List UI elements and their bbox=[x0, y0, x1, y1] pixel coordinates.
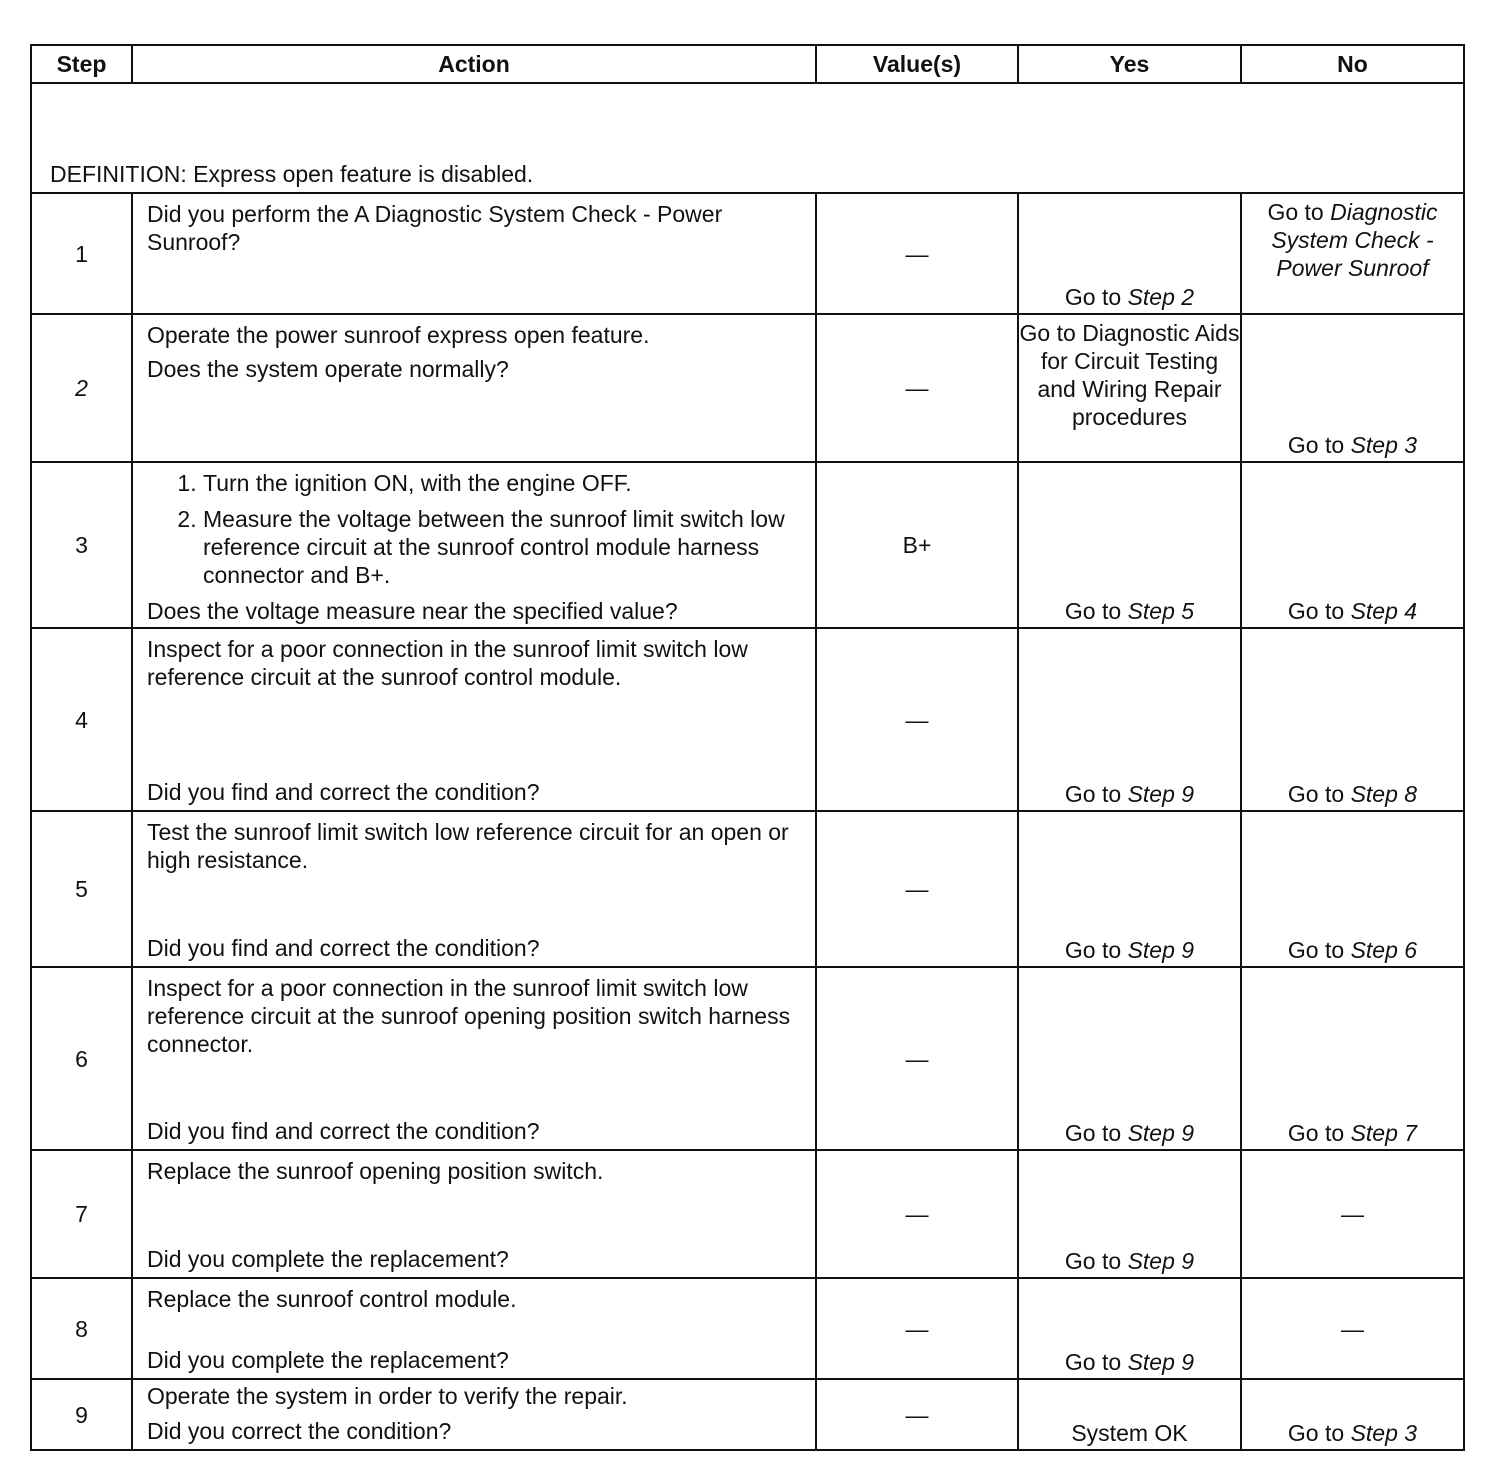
action-text: Replace the sunroof control module. bbox=[147, 1286, 517, 1312]
yes-cell bbox=[1018, 193, 1241, 314]
table-row bbox=[31, 811, 1464, 967]
action-text: Inspect for a poor connection in the sunroof limit switch low reference circuit at the sunroof control module. bbox=[147, 636, 748, 690]
action-text: Inspect for a poor connection in the sunroof limit switch low reference circuit at the sunroof opening position switch harness connector. bbox=[147, 975, 791, 1057]
no-cell bbox=[1241, 967, 1464, 1150]
action-text: Operate the power sunroof express open feature. bbox=[147, 322, 650, 348]
no-prefix: Go to bbox=[1287, 781, 1351, 807]
step-number: 4 bbox=[31, 628, 132, 811]
diagnostic-table bbox=[30, 44, 1465, 1451]
table-row bbox=[31, 967, 1464, 1150]
yes-cell: Go to Diagnostic Aids for Circuit Testing and Wiring Repair procedures bbox=[1018, 314, 1241, 462]
no-ref: Step 8 bbox=[1350, 781, 1418, 807]
definition-row bbox=[31, 83, 1464, 193]
yes-cell bbox=[1018, 462, 1241, 628]
value-cell: — bbox=[816, 193, 1018, 314]
header-action: Action bbox=[132, 45, 816, 83]
step-number: 8 bbox=[31, 1278, 132, 1379]
yes-cell bbox=[1018, 1150, 1241, 1278]
no-cell bbox=[1241, 314, 1464, 462]
header-no: No bbox=[1241, 45, 1464, 83]
action-question: Did you correct the condition? bbox=[147, 1418, 452, 1444]
no-ref: Diagnostic System Check - Power Sunroof bbox=[1271, 199, 1438, 281]
action-cell bbox=[132, 811, 816, 967]
step-number: 9 bbox=[31, 1379, 132, 1450]
action-text: Operate the system in order to verify the repair. bbox=[147, 1383, 628, 1409]
header-step: Step bbox=[31, 45, 132, 83]
yes-ref: Step 9 bbox=[1127, 1248, 1195, 1274]
no-prefix: Go to bbox=[1287, 598, 1351, 624]
table-row bbox=[31, 193, 1464, 314]
no-cell: — bbox=[1241, 1150, 1464, 1278]
yes-ref: Step 9 bbox=[1127, 937, 1195, 963]
value-cell: — bbox=[816, 1379, 1018, 1450]
action-cell bbox=[132, 193, 816, 314]
table-row bbox=[31, 1379, 1464, 1450]
no-prefix: Go to bbox=[1287, 937, 1351, 963]
no-prefix: Go to bbox=[1287, 432, 1351, 458]
action-text: Replace the sunroof opening position switch. bbox=[147, 1158, 604, 1184]
yes-prefix: Go to bbox=[1064, 781, 1128, 807]
action-question: Does the voltage measure near the specified value? bbox=[147, 598, 678, 624]
value-cell: — bbox=[816, 1150, 1018, 1278]
yes-prefix: Go to bbox=[1064, 598, 1128, 624]
yes-ref: Step 9 bbox=[1127, 781, 1195, 807]
no-cell bbox=[1241, 811, 1464, 967]
value-cell: — bbox=[816, 811, 1018, 967]
header-yes: Yes bbox=[1018, 45, 1241, 83]
value-cell: — bbox=[816, 967, 1018, 1150]
value-cell: B+ bbox=[816, 462, 1018, 628]
yes-prefix: Go to bbox=[1064, 937, 1128, 963]
yes-cell bbox=[1018, 811, 1241, 967]
value-cell: — bbox=[816, 314, 1018, 462]
action-cell bbox=[132, 1150, 816, 1278]
step-number: 2 bbox=[31, 314, 132, 462]
yes-ref: Step 9 bbox=[1127, 1349, 1195, 1375]
no-cell bbox=[1241, 1379, 1464, 1450]
step-number: 3 bbox=[31, 462, 132, 628]
no-prefix: Go to bbox=[1287, 1420, 1351, 1446]
table-row bbox=[31, 1278, 1464, 1379]
action-question: Does the system operate normally? bbox=[147, 356, 509, 382]
table-row bbox=[31, 628, 1464, 811]
step-number: 7 bbox=[31, 1150, 132, 1278]
yes-ref: Step 9 bbox=[1127, 1120, 1195, 1146]
yes-prefix: Go to bbox=[1064, 1120, 1128, 1146]
action-cell bbox=[132, 462, 816, 628]
no-cell bbox=[1241, 628, 1464, 811]
value-cell: — bbox=[816, 628, 1018, 811]
action-question: Did you find and correct the condition? bbox=[147, 935, 540, 961]
action-text: Did you perform the A Diagnostic System Check - Power Sunroof? bbox=[147, 201, 723, 255]
no-prefix: Go to bbox=[1287, 1120, 1351, 1146]
step-number: 6 bbox=[31, 967, 132, 1150]
yes-cell bbox=[1018, 628, 1241, 811]
action-list-item: 1. Turn the ignition ON, with the engine OFF. bbox=[203, 469, 801, 497]
action-question: Did you find and correct the condition? bbox=[147, 779, 540, 805]
table-row bbox=[31, 462, 1464, 628]
yes-cell bbox=[1018, 967, 1241, 1150]
action-question: Did you complete the replacement? bbox=[147, 1347, 509, 1373]
action-question: Did you find and correct the condition? bbox=[147, 1118, 540, 1144]
no-cell bbox=[1241, 462, 1464, 628]
yes-cell bbox=[1018, 1278, 1241, 1379]
header-values: Value(s) bbox=[816, 45, 1018, 83]
no-prefix: Go to bbox=[1267, 199, 1331, 225]
yes-prefix: Go to bbox=[1064, 284, 1128, 310]
table-row bbox=[31, 1150, 1464, 1278]
action-cell bbox=[132, 967, 816, 1150]
table-row bbox=[31, 314, 1464, 462]
step-number: 5 bbox=[31, 811, 132, 967]
yes-ref: Step 5 bbox=[1127, 598, 1195, 624]
action-cell bbox=[132, 314, 816, 462]
header-row bbox=[31, 45, 1464, 83]
action-cell bbox=[132, 1278, 816, 1379]
yes-prefix: Go to bbox=[1064, 1248, 1128, 1274]
yes-cell: System OK bbox=[1018, 1379, 1241, 1450]
no-ref: Step 3 bbox=[1350, 432, 1418, 458]
action-text: Test the sunroof limit switch low reference circuit for an open or high resistance. bbox=[147, 819, 789, 873]
action-cell bbox=[132, 628, 816, 811]
step-number: 1 bbox=[31, 193, 132, 314]
no-ref: Step 3 bbox=[1350, 1420, 1418, 1446]
action-list-item: 2. Measure the voltage between the sunroof limit switch low reference circuit at the sunroof control module harness connector and B+. bbox=[203, 505, 801, 589]
action-cell bbox=[132, 1379, 816, 1450]
definition-text: DEFINITION: Express open feature is disabled. bbox=[31, 83, 1464, 193]
no-cell: — bbox=[1241, 1278, 1464, 1379]
action-list bbox=[147, 469, 801, 589]
yes-ref: Step 2 bbox=[1127, 284, 1195, 310]
no-ref: Step 6 bbox=[1350, 937, 1418, 963]
action-question: Did you complete the replacement? bbox=[147, 1246, 509, 1272]
no-ref: Step 4 bbox=[1350, 598, 1418, 624]
no-ref: Step 7 bbox=[1350, 1120, 1418, 1146]
no-cell bbox=[1241, 193, 1464, 314]
value-cell: — bbox=[816, 1278, 1018, 1379]
yes-prefix: Go to bbox=[1064, 1349, 1128, 1375]
